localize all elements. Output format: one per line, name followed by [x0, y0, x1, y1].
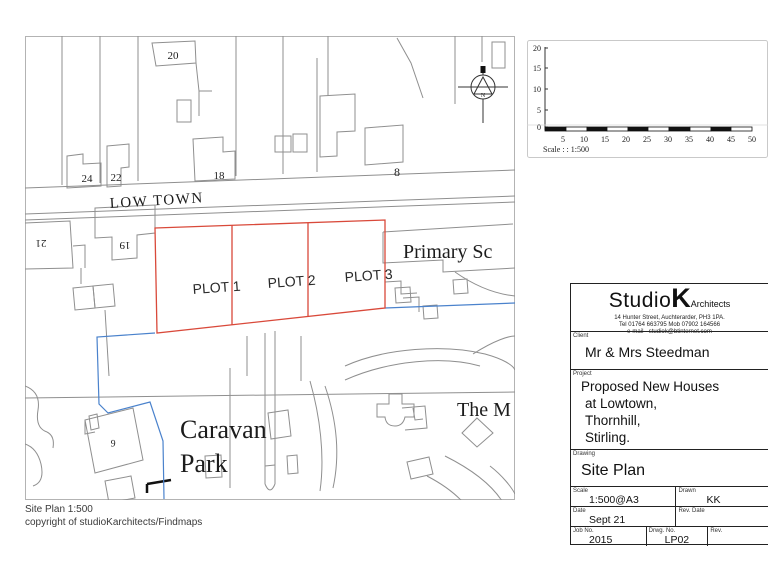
plot-1-label: PLOT 1: [192, 277, 242, 297]
svg-text:10: 10: [580, 135, 588, 144]
svg-text:45: 45: [727, 135, 735, 144]
client-cell: [571, 331, 768, 369]
scale-bar-axis: [527, 47, 768, 130]
svg-text:20: 20: [533, 44, 541, 53]
rev-date-label: Rev. Date: [678, 508, 705, 514]
scale-value: 1:500@A3: [589, 494, 639, 506]
job-no-value: 2015: [589, 534, 613, 546]
road-lines: [25, 170, 515, 220]
scale-cell: [571, 487, 675, 506]
svg-text:15: 15: [533, 64, 541, 73]
house-number-22: 22: [110, 172, 122, 184]
address-line-1: 14 Hunter Street, Auchterarder, PH3 1PA.: [614, 315, 725, 321]
drawing-cell: [571, 449, 768, 486]
scale-bar-panel: [527, 40, 768, 158]
date-cell: [571, 507, 675, 526]
project-label: Project: [573, 371, 592, 377]
map-linework-caravan: [25, 386, 143, 500]
scale-bar-y-labels: [533, 44, 541, 132]
house-number-6: 6: [110, 436, 117, 449]
drwg-no-value: LP02: [664, 534, 690, 546]
scale-bar-segments: [545, 127, 752, 131]
drwg-no-cell: [646, 527, 708, 546]
address-line-2: Tel 01764 663795 Mob 07902 164566: [618, 322, 721, 328]
house-numbers: [36, 50, 401, 448]
scale-drawn-row: [571, 486, 768, 506]
house-number-18: 18: [213, 170, 225, 182]
scale-label: Scale: [573, 488, 589, 494]
scale-bar-x-labels: [561, 135, 756, 144]
job-no-label: Job No.: [573, 528, 594, 534]
rev-cell: [707, 527, 768, 546]
drawn-cell: [675, 487, 768, 506]
project-line-1: Proposed New Houses: [581, 379, 720, 394]
north-arrow-label: N: [480, 93, 486, 99]
map-bold-mark: [147, 480, 171, 493]
address-line-3: e-mail - studiok@btinternet.com: [627, 329, 712, 335]
date-value: Sept 21: [589, 514, 626, 526]
svg-text:30: 30: [664, 135, 672, 144]
project-line-3: Thornhill,: [585, 413, 641, 428]
house-number-8: 8: [394, 165, 400, 179]
map-linework-west: [25, 205, 155, 376]
drawing-value: Site Plan: [581, 462, 646, 479]
drawn-value: KK: [706, 494, 721, 506]
house-number-21: 21: [35, 237, 47, 249]
drawing-label: Drawing: [573, 451, 596, 457]
map-linework-east: [345, 224, 515, 500]
svg-text:35: 35: [685, 135, 693, 144]
rev-label: Rev.: [710, 528, 723, 534]
job-no-cell: [571, 527, 646, 546]
client-label: Client: [573, 333, 589, 339]
logo-part-architects: Architects: [690, 299, 731, 309]
logo-part-k: K: [671, 283, 691, 313]
caption-line-2: copyright of studioKarchitects/Findmaps: [25, 517, 203, 528]
title-block: [570, 283, 768, 545]
svg-text:50: 50: [748, 135, 756, 144]
date-rev-row: [571, 506, 768, 526]
project-line-2: at Lowtown,: [585, 396, 658, 411]
svg-text:15: 15: [601, 135, 609, 144]
caravan-park-label-line1: Caravan: [180, 415, 267, 444]
logo-part-studio: Studio: [608, 289, 672, 312]
street-label: LOW TOWN: [109, 190, 205, 212]
svg-text:10: 10: [533, 85, 541, 94]
svg-text:20: 20: [622, 135, 630, 144]
drwg-no-label: Drwg. No.: [648, 528, 676, 534]
site-plan-map: [25, 36, 515, 500]
project-cell: [571, 369, 768, 449]
map-linework-north: [62, 36, 505, 188]
scale-bar-caption: Scale : : 1:500: [543, 145, 589, 154]
drawn-label: Drawn: [678, 488, 696, 494]
client-value: Mr & Mrs Steedman: [585, 344, 710, 360]
house-number-19: 19: [119, 239, 131, 251]
studio-k-logo: [571, 283, 768, 315]
svg-text:25: 25: [643, 135, 651, 144]
caravan-park-label-line2: Park: [180, 449, 228, 478]
house-number-24: 24: [81, 173, 93, 185]
svg-text:5: 5: [561, 135, 565, 144]
svg-text:0: 0: [537, 123, 541, 132]
the-m-label: The M: [457, 399, 511, 421]
title-block-header: [571, 283, 768, 335]
map-caption: [25, 503, 202, 529]
map-linework-central: [25, 331, 515, 491]
primary-school-label: Primary Sc: [403, 241, 493, 263]
plot-3-label: PLOT 3: [344, 265, 394, 285]
caption-line-1: Site Plan 1:500: [25, 504, 93, 515]
project-line-4: Stirling.: [585, 430, 631, 445]
plot-2-label: PLOT 2: [267, 271, 317, 291]
date-label: Date: [573, 508, 586, 514]
rev-date-cell: [675, 507, 768, 526]
svg-text:40: 40: [706, 135, 714, 144]
job-drwg-rev-row: [571, 526, 768, 546]
svg-text:5: 5: [537, 106, 541, 115]
house-number-20: 20: [167, 50, 179, 62]
